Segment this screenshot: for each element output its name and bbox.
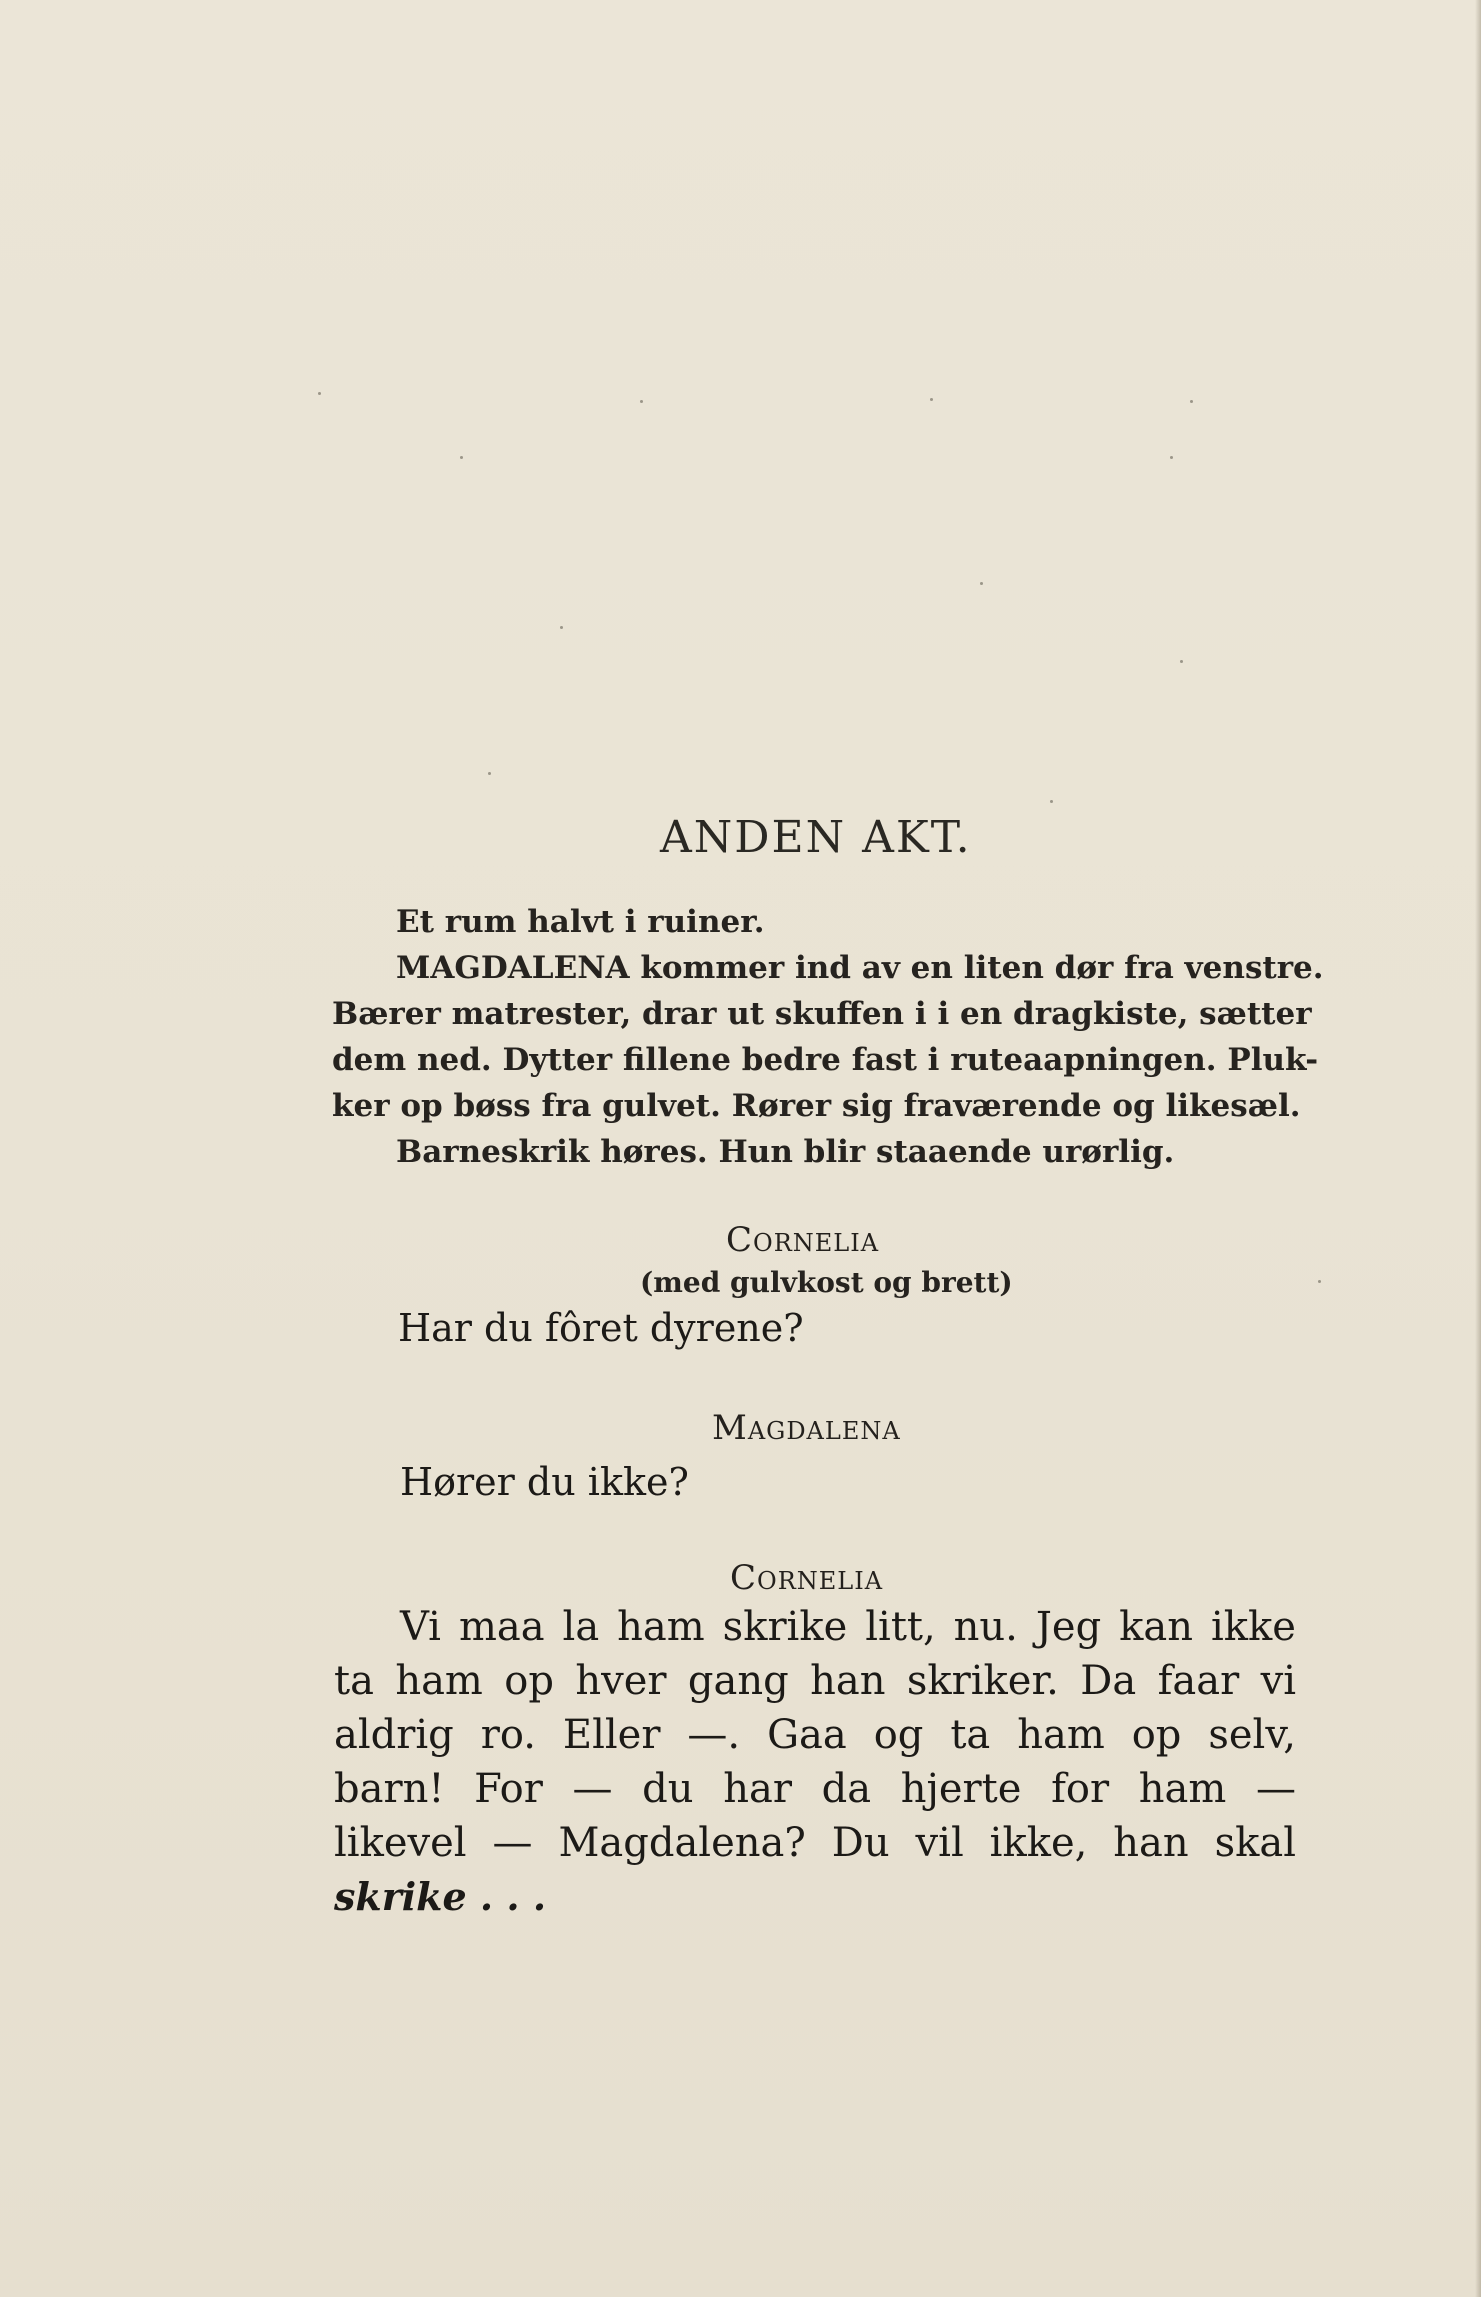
word: Gaa [767, 1712, 847, 1758]
word: litt, [865, 1604, 936, 1650]
paper-speck [1050, 800, 1053, 803]
word: han [1113, 1820, 1189, 1866]
word: maa [458, 1604, 545, 1650]
paper-speck [1318, 1280, 1321, 1283]
stage-direction-line: dem ned. Dytter fillene bedre fast i ruteaapningen. Pluk- [332, 1042, 1319, 1078]
word: skal [1214, 1820, 1296, 1866]
speaker-name: Cornelia [726, 1220, 880, 1260]
paper-speck [1170, 456, 1173, 459]
dialogue-line-italic: skrike . . . [334, 1874, 547, 1919]
word: og [873, 1712, 924, 1758]
word: hver [575, 1658, 667, 1704]
word: — [572, 1766, 613, 1812]
dialogue-line [334, 1820, 1296, 1866]
word: selv, [1208, 1712, 1296, 1758]
word: nu. [953, 1604, 1018, 1650]
word: Da [1080, 1658, 1137, 1704]
word: da [821, 1766, 872, 1812]
dialogue-line [400, 1604, 1296, 1650]
speaker-direction: (med gulvkost og brett) [640, 1266, 1013, 1299]
word: op [504, 1658, 554, 1704]
word: vi [1260, 1658, 1296, 1704]
word: Magdalena? [558, 1820, 806, 1866]
paper-speck [318, 392, 321, 395]
stage-direction-line: Barneskrik høres. Hun blir staaende urørlig. [396, 1134, 1175, 1170]
word: kan [1119, 1604, 1194, 1650]
dialogue-line [334, 1766, 1296, 1812]
stage-direction-line: Et rum halvt i ruiner. [396, 904, 765, 940]
word: op [1131, 1712, 1182, 1758]
paper-speck [460, 456, 463, 459]
word: ham [617, 1604, 705, 1650]
dialogue-line: Hører du ikke? [400, 1460, 689, 1504]
dialogue-line [334, 1712, 1296, 1758]
word: la [562, 1604, 600, 1650]
word: — [1255, 1766, 1296, 1812]
word: ham [1138, 1766, 1227, 1812]
word: ham [1017, 1712, 1105, 1758]
word: for [1051, 1766, 1110, 1812]
act-title: ANDEN AKT. [660, 812, 972, 863]
stage-direction-line: MAGDALENA kommer ind av en liten dør fra venstre. [396, 950, 1324, 986]
word: aldrig [334, 1712, 454, 1758]
word: gang [687, 1658, 789, 1704]
word: Eller [562, 1712, 661, 1758]
paper-speck [1190, 400, 1193, 403]
word: skrike [722, 1604, 848, 1650]
word: ro. [480, 1712, 536, 1758]
word: ta [950, 1712, 991, 1758]
stage-direction-line: Bærer matrester, drar ut skuffen i i en dragkiste, sætter [332, 996, 1312, 1032]
word: — [492, 1820, 533, 1866]
dialogue-line: Har du fôret dyrene? [398, 1306, 804, 1350]
word: ta [334, 1658, 374, 1704]
speaker-name: Cornelia [730, 1558, 884, 1598]
paper-speck [640, 400, 643, 403]
word: ham [395, 1658, 483, 1704]
word: du [642, 1766, 694, 1812]
word: ikke [1210, 1604, 1296, 1650]
word: likevel [334, 1820, 467, 1866]
word: skriker. [906, 1658, 1059, 1704]
word: Vi [400, 1604, 441, 1650]
word: barn! [334, 1766, 445, 1812]
word: —. [687, 1712, 741, 1758]
word: Du [831, 1820, 890, 1866]
stage-direction-line: ker op bøss fra gulvet. Rører sig fraværende og likesæl. [332, 1088, 1301, 1124]
speaker-name: Magdalena [712, 1408, 901, 1448]
word: vil [915, 1820, 964, 1866]
paper-speck [488, 772, 491, 775]
paper-speck [930, 398, 933, 401]
page-edge-shadow [1475, 0, 1481, 2297]
word: faar [1157, 1658, 1240, 1704]
word: Jeg [1035, 1604, 1102, 1650]
paper-speck [560, 626, 563, 629]
word: hjerte [900, 1766, 1022, 1812]
word: For [474, 1766, 543, 1812]
word: har [723, 1766, 792, 1812]
paper-speck [1180, 660, 1183, 663]
word: ikke, [989, 1820, 1088, 1866]
dialogue-line [334, 1658, 1296, 1704]
paper-speck [980, 582, 983, 585]
word: han [810, 1658, 886, 1704]
